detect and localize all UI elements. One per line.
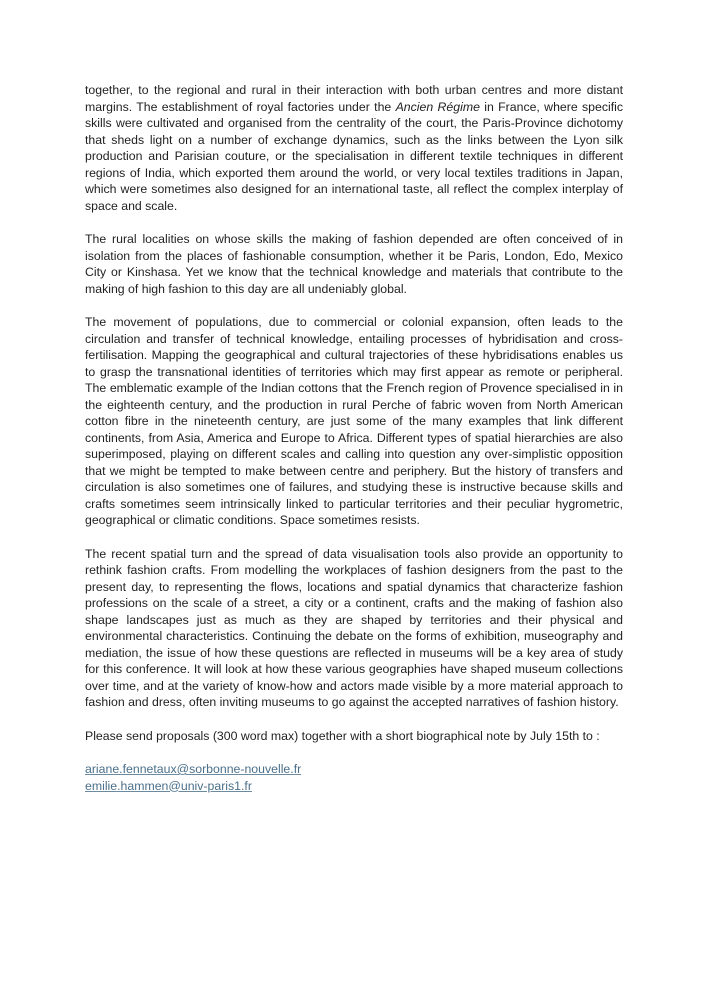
paragraph-1-text-end: in France, where specific skills were cultivated and organised from the centrality of the court, the Paris-Province dichotomy that sheds light on a number of exchange dynamics, such as the links between the Lyon silk production and Parisian couture, or the specialisation in different textile techniques in different regions of India, which exported them around the world, or very local textiles traditions in Japan, which were sometimes also designed for an international taste, all reflect the complex interplay of space and scale. <box>85 99 624 213</box>
contact-emails <box>85 761 623 794</box>
paragraph-1-italic-term: Ancien Régime <box>395 99 480 114</box>
email-link-hammen[interactable]: emilie.hammen@univ-paris1.fr <box>85 778 252 793</box>
paragraph-1-text-start: together, to the regional and rural in their interaction with both urban centres and more distant margins. The establishment of royal factories under the <box>85 83 623 114</box>
paragraph-royal-factories <box>85 82 623 214</box>
paragraph-movement-of-populations: The movement of populations, due to commercial or colonial expansion, often leads to the circulation and transfer of technical knowledge, entailing processes of hybridisation and cross-fertilisation. Mapping the geographical and cultural trajectories of these hybridisations enables us to grasp the transnational identities of territories which may first appear as remote or peripheral. The emblematic example of the Indian cottons that the French region of Provence specialised in in the eighteenth century, and the production in rural Perche of fabric woven from North American cotton fibre in the nineteenth century, are just some of the many examples that link different continents, from Asia, America and Europe to Africa. Different types of spatial hierarchies are also superimposed, playing on different scales and calling into question any over-simplistic opposition that we might be tempted to make between centre and periphery. But the history of transfers and circulation is also sometimes one of failures, and studying these is instructive because skills and crafts sometimes seem intrinsically linked to particular territories and their peculiar hygrometric, geographical or climatic conditions. Space sometimes resists. <box>85 315 623 527</box>
paragraph-spatial-turn: The recent spatial turn and the spread of data visualisation tools also provide an opportunity to rethink fashion crafts. From modelling the workplaces of fashion designers from the past to the present day, to representing the flows, locations and spatial dynamics that characterize fashion professions on the scale of a street, a city or a continent, crafts and the making of fashion also shape landscapes just as much as they are shaped by territories and their physical and environmental characteristics. Continuing the debate on the forms of exhibition, museography and mediation, the issue of how these questions are reflected in museums will be a key area of study for this conference. It will look at how these various geographies have shaped museum collections over time, and at the variety of know-how and actors made visible by a more material approach to fashion and dress, often inviting museums to go against the accepted narratives of fashion history. <box>85 546 623 709</box>
email-link-fennetaux[interactable]: ariane.fennetaux@sorbonne-nouvelle.fr <box>85 762 302 776</box>
paragraph-proposal-instructions: Please send proposals (300 word max) together with a short biographical note by July 15th to : <box>85 728 600 743</box>
paragraph-rural-localities: The rural localities on whose skills the making of fashion depended are often conceived of in isolation from the places of fashionable consumption, whether it be Paris, London, Edo, Mexico City or Kinshasa. Yet we know that the technical knowledge and materials that contribute to the making of high fashion to this day are all undeniably global. <box>85 232 623 296</box>
document-page <box>85 82 623 794</box>
